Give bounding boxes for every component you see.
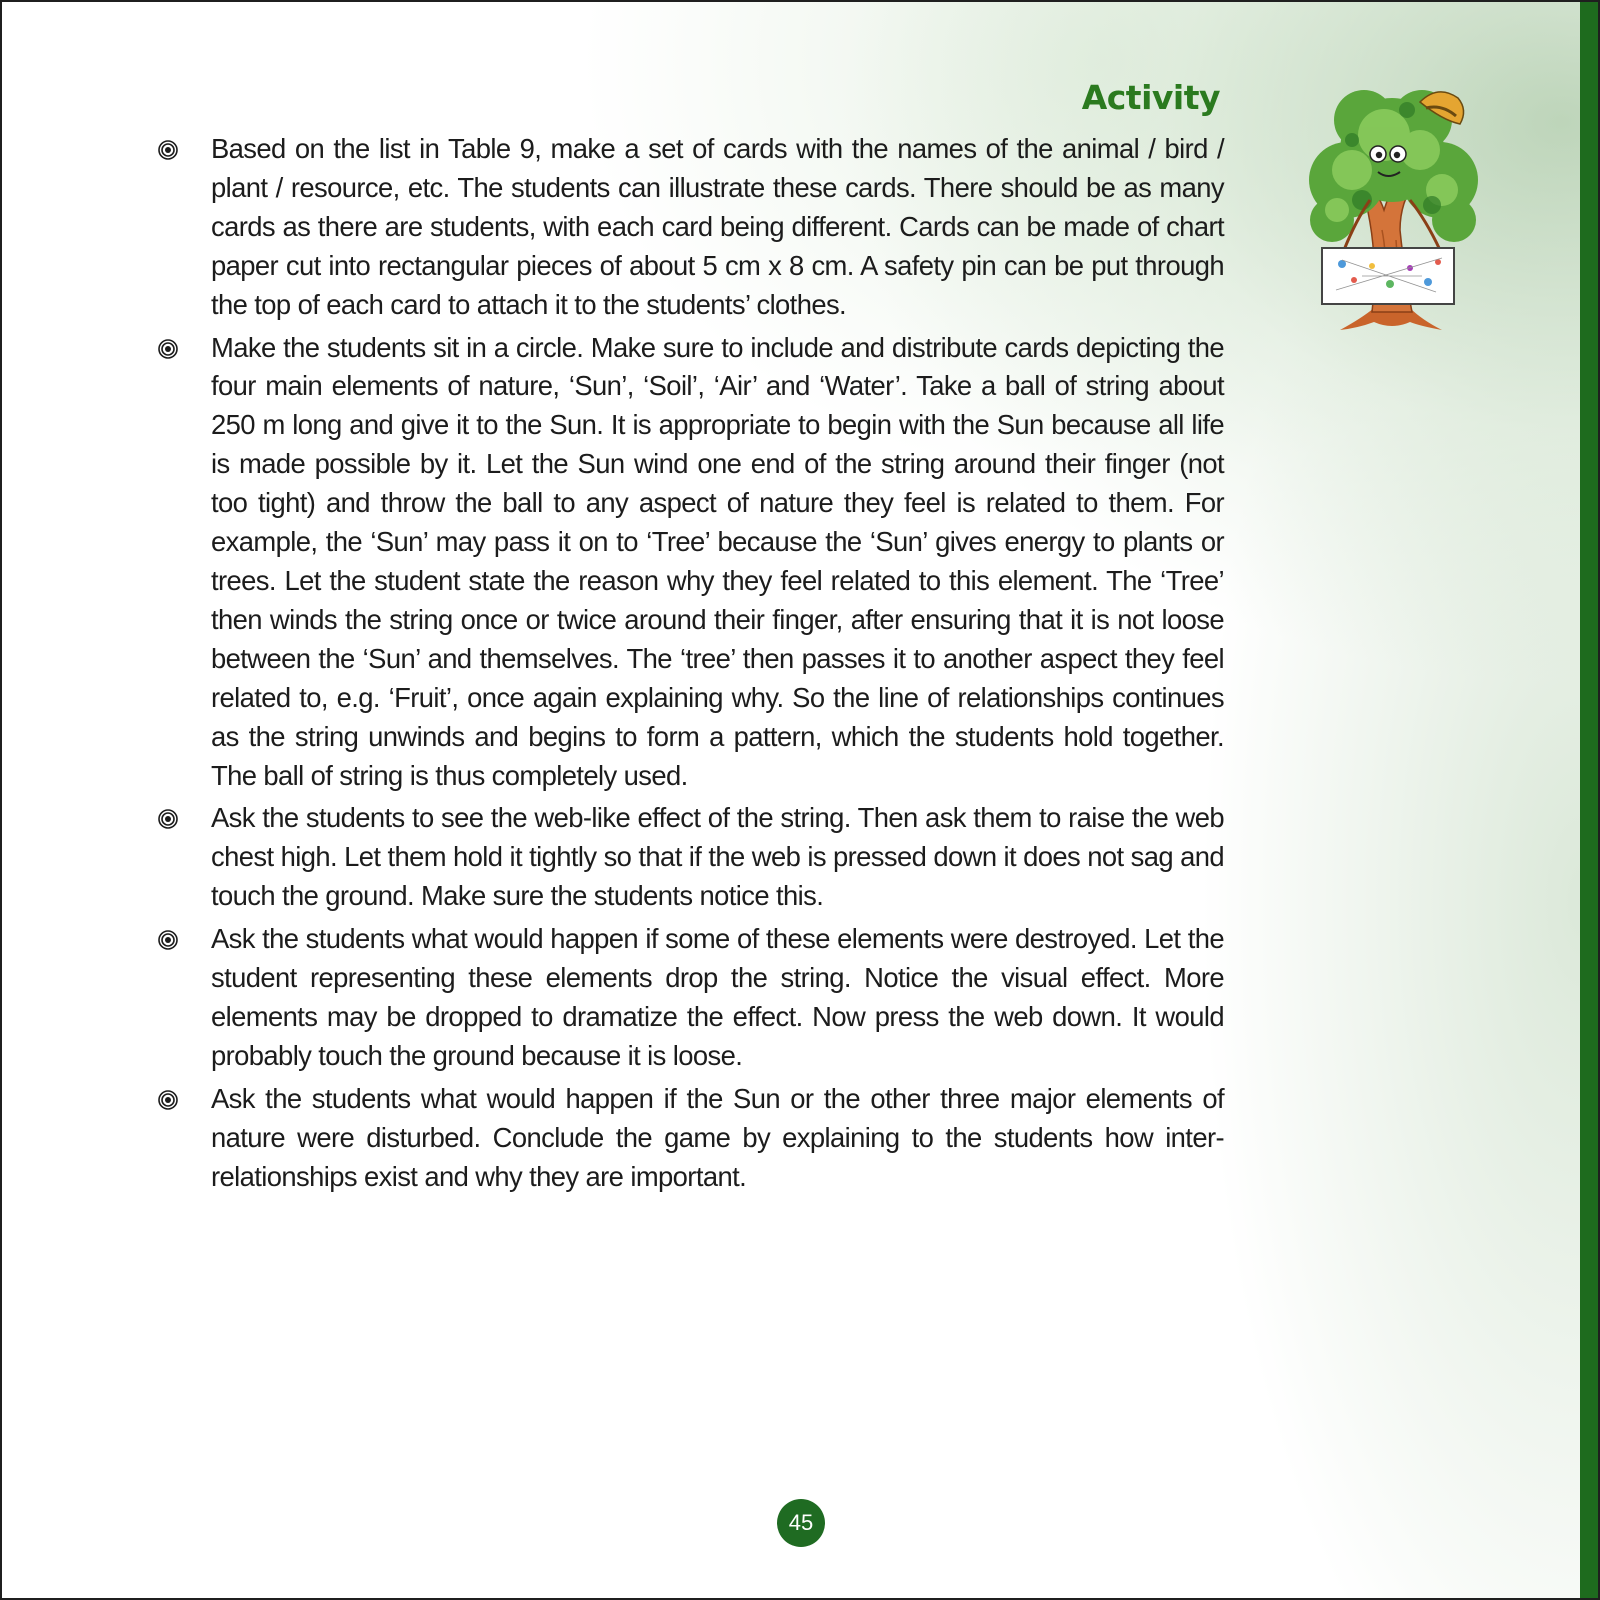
list-item [154, 130, 1224, 325]
list-item [154, 920, 1224, 1076]
list-item-text: Make the students sit in a circle. Make sure to include and distribute cards depicting the four main elements of nature, ‘Sun’, ‘Soil’, ‘Air’ and ‘Water’. Take a ball of string about 250 m long and give it to the Sun. It is appropriate to begin with the Sun because all life is made possible by it. Let the Sun wind one end of the string around their finger (not too tight) and throw the ball to any aspect of nature they feel is related to them. For example, the ‘Sun’ may pass it on to ‘Tree’ because the ‘Sun’ gives energy to plants or trees. Let the student state the reason why they feel related to this element. The ‘Tree’ then winds the string once or twice around their finger, after ensuring that it is not loose between the ‘Sun’ and themselves. The ‘tree’ then passes it to another aspect they feel related to, e.g. ‘Fruit’, once again explaining why. So the line of relationships continues as the string unwinds and begins to form a pattern, which the students hold together. The ball of string is thus completely used. [211, 331, 1224, 791]
concentric-circle-bullet-icon [158, 809, 178, 829]
concentric-circle-bullet-icon [158, 140, 178, 160]
page-edge-accent-bar [1580, 2, 1598, 1598]
page-number-badge: 45 [777, 1499, 825, 1547]
list-item-text: Ask the students what would happen if some of these elements were destroyed. Let the student representing these elements drop the string. Notice the visual effect. More elements may be dropped to dramatize the effect. Now press the web down. It would probably touch the ground because it is loose. [211, 923, 1224, 1071]
concentric-circle-bullet-icon [158, 1090, 178, 1110]
tree-mascot-illustration [1292, 80, 1492, 345]
list-item-text: Ask the students what would happen if the Sun or the other three major elements of nature were disturbed. Conclude the game by explaining to the students how inter-relationships exist and why they are important. [211, 1082, 1224, 1192]
activity-steps-list [154, 130, 1224, 1196]
list-item-text: Ask the students to see the web-like effect of the string. Then ask them to raise the web chest high. Let them hold it tightly so that if the web is pressed down it does not sag and touch the ground. Make sure the students notice this. [211, 802, 1224, 912]
list-item-text: Based on the list in Table 9, make a set of cards with the names of the animal / bird / plant / resource, etc. The students can illustrate these cards. There should be as many cards as there are students, with each card being different. Cards can be made of chart paper cut into rectangular pieces of about 5 cm x 8 cm. A safety pin can be put through the top of each card to attach it to the students’ clothes. [211, 133, 1224, 320]
list-item [154, 799, 1224, 916]
list-item [154, 1080, 1224, 1197]
concentric-circle-bullet-icon [158, 930, 178, 950]
concentric-circle-bullet-icon [158, 339, 178, 359]
activity-heading: Activity [1081, 78, 1220, 117]
activity-steps [154, 130, 1224, 1200]
list-item [154, 329, 1224, 796]
